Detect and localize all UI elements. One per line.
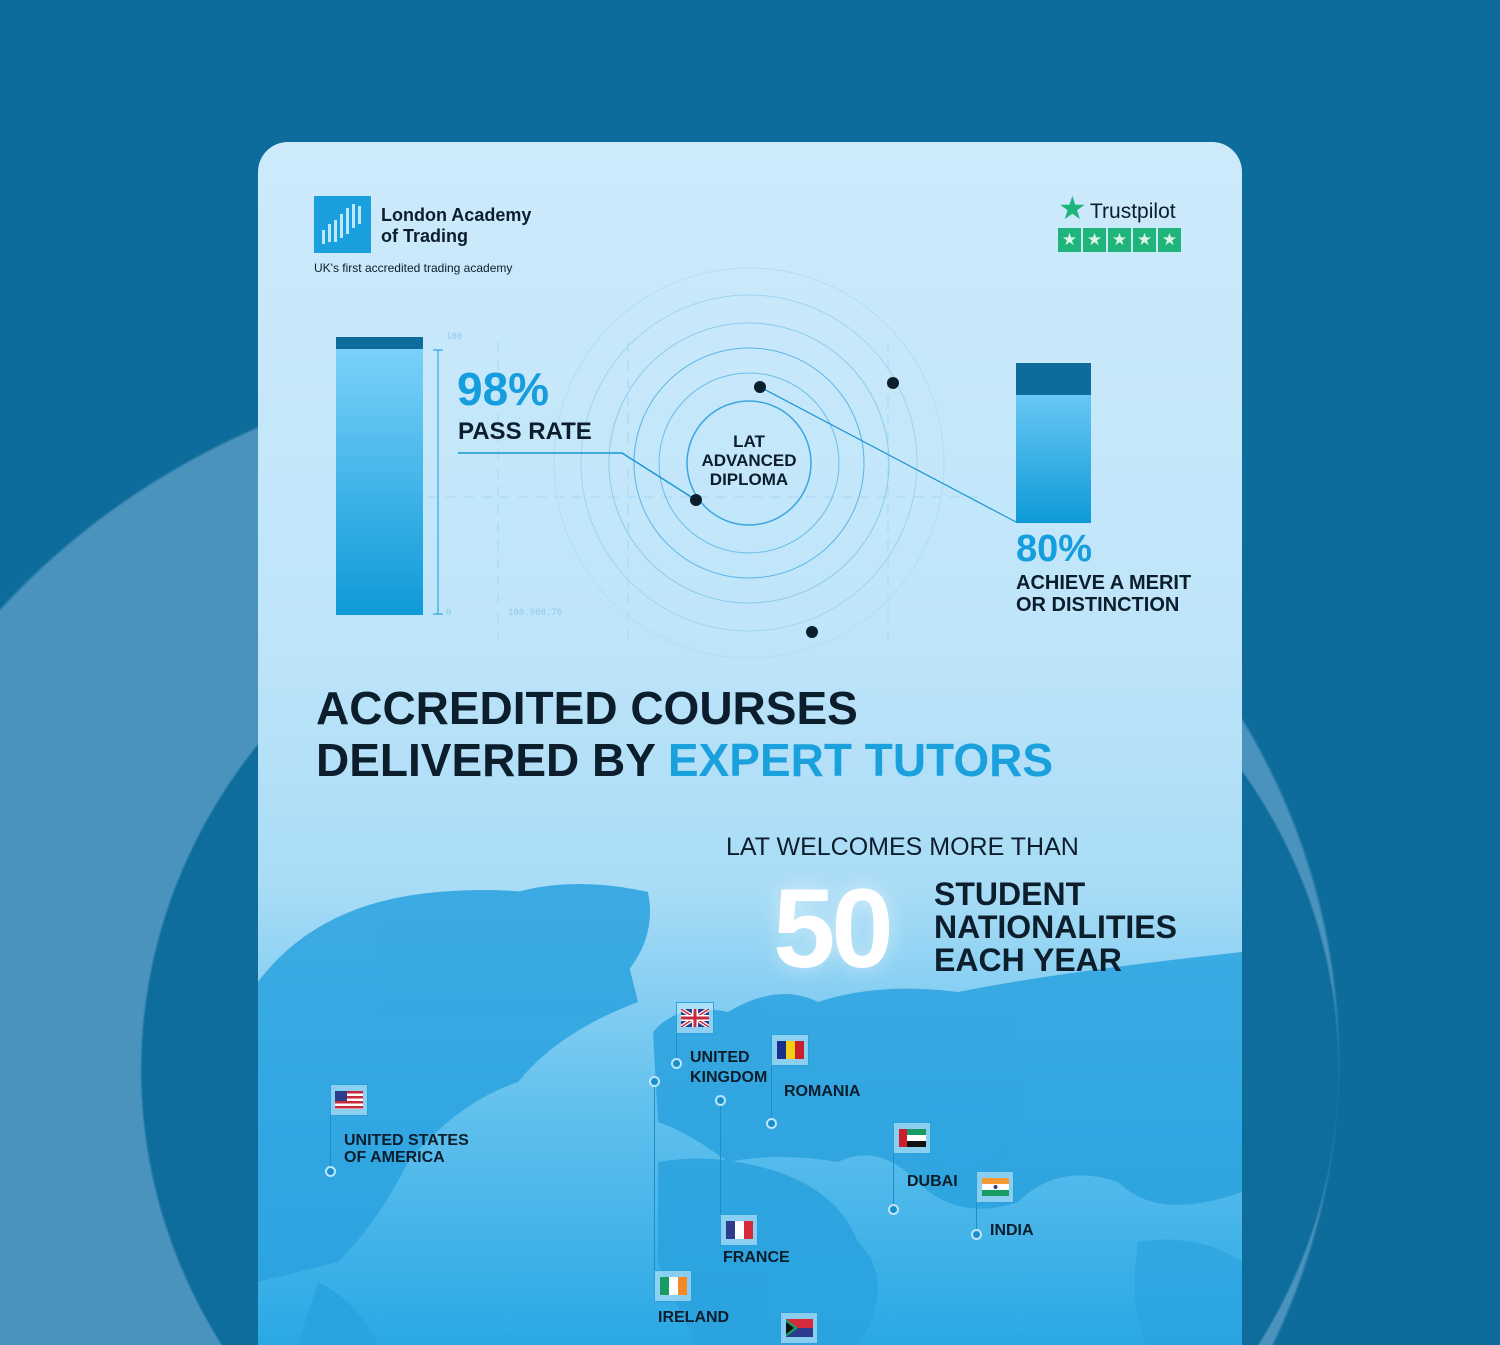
uk-flag-icon <box>676 1002 714 1034</box>
usa-flag-icon <box>330 1084 368 1116</box>
marker-line <box>654 1087 655 1272</box>
marker-line <box>330 1116 331 1168</box>
ireland-pin[interactable] <box>649 1076 660 1087</box>
romania-pin[interactable] <box>766 1118 777 1129</box>
dubai-pin[interactable] <box>888 1204 899 1215</box>
merit-bar-remainder <box>1016 363 1091 395</box>
marker-line <box>771 1066 772 1121</box>
france-pin[interactable] <box>715 1095 726 1106</box>
marker-line <box>976 1203 977 1231</box>
pass-rate-bar-remainder <box>336 337 423 349</box>
country-india: INDIA <box>990 1222 1034 1239</box>
axis-max-label: 100 <box>446 332 463 342</box>
india-pin[interactable] <box>971 1229 982 1240</box>
marker-line <box>893 1154 894 1209</box>
romania-flag-icon <box>771 1034 809 1066</box>
usa-pin[interactable] <box>325 1166 336 1177</box>
star-icon: ★ <box>1083 228 1106 252</box>
pass-rate-label: PASS RATE <box>458 418 592 445</box>
france-flag-icon <box>720 1214 758 1246</box>
south-africa-flag-icon <box>780 1312 818 1344</box>
headline-accent: EXPERT TUTORS <box>667 734 1053 786</box>
axis-min-label: 0 <box>446 608 452 618</box>
country-ireland: IRELAND <box>658 1309 730 1326</box>
star-icon: ★ <box>1108 228 1131 252</box>
pass-rate-bar <box>336 337 423 615</box>
star-icon: ★ <box>1058 228 1081 252</box>
brand-name: London Academy of Trading <box>381 205 532 246</box>
nationalities-intro: LAT WELCOMES MORE THAN <box>726 833 1079 861</box>
merit-label: ACHIEVE A MERIT OR DISTINCTION <box>1016 572 1192 616</box>
country-dubai: DUBAI <box>907 1173 958 1190</box>
trustpilot-star-icon: ★ <box>1058 190 1087 226</box>
star-icon: ★ <box>1158 228 1181 252</box>
uk-pin[interactable] <box>671 1058 682 1069</box>
center-label: LAT ADVANCED DIPLOMA <box>701 432 797 489</box>
marker-line <box>676 1034 677 1060</box>
country-uk: UNITED KINGDOM <box>690 1049 768 1086</box>
nationalities-label: STUDENT NATIONALITIES EACH YEAR <box>934 876 1177 978</box>
nationalities-number: 50 <box>773 866 890 991</box>
marker-line <box>720 1106 721 1216</box>
merit-value: 80% <box>1016 528 1093 570</box>
tagline: UK's first accredited trading academy <box>314 261 513 275</box>
grid-label: 100.908.76 <box>508 608 563 618</box>
ireland-flag-icon <box>654 1270 692 1302</box>
star-icon: ★ <box>1133 228 1156 252</box>
country-france: FRANCE <box>723 1249 790 1266</box>
country-usa: UNITED STATES OF AMERICA <box>344 1132 469 1166</box>
india-flag-icon <box>976 1171 1014 1203</box>
headline: ACCREDITED COURSES DELIVERED BY EXPERT TUTORS <box>316 682 1053 786</box>
uae-flag-icon <box>893 1122 931 1154</box>
pass-rate-value: 98% <box>457 363 550 415</box>
country-romania: ROMANIA <box>784 1083 861 1100</box>
infographic-card <box>258 142 1242 1345</box>
trustpilot-name: Trustpilot <box>1090 200 1176 223</box>
